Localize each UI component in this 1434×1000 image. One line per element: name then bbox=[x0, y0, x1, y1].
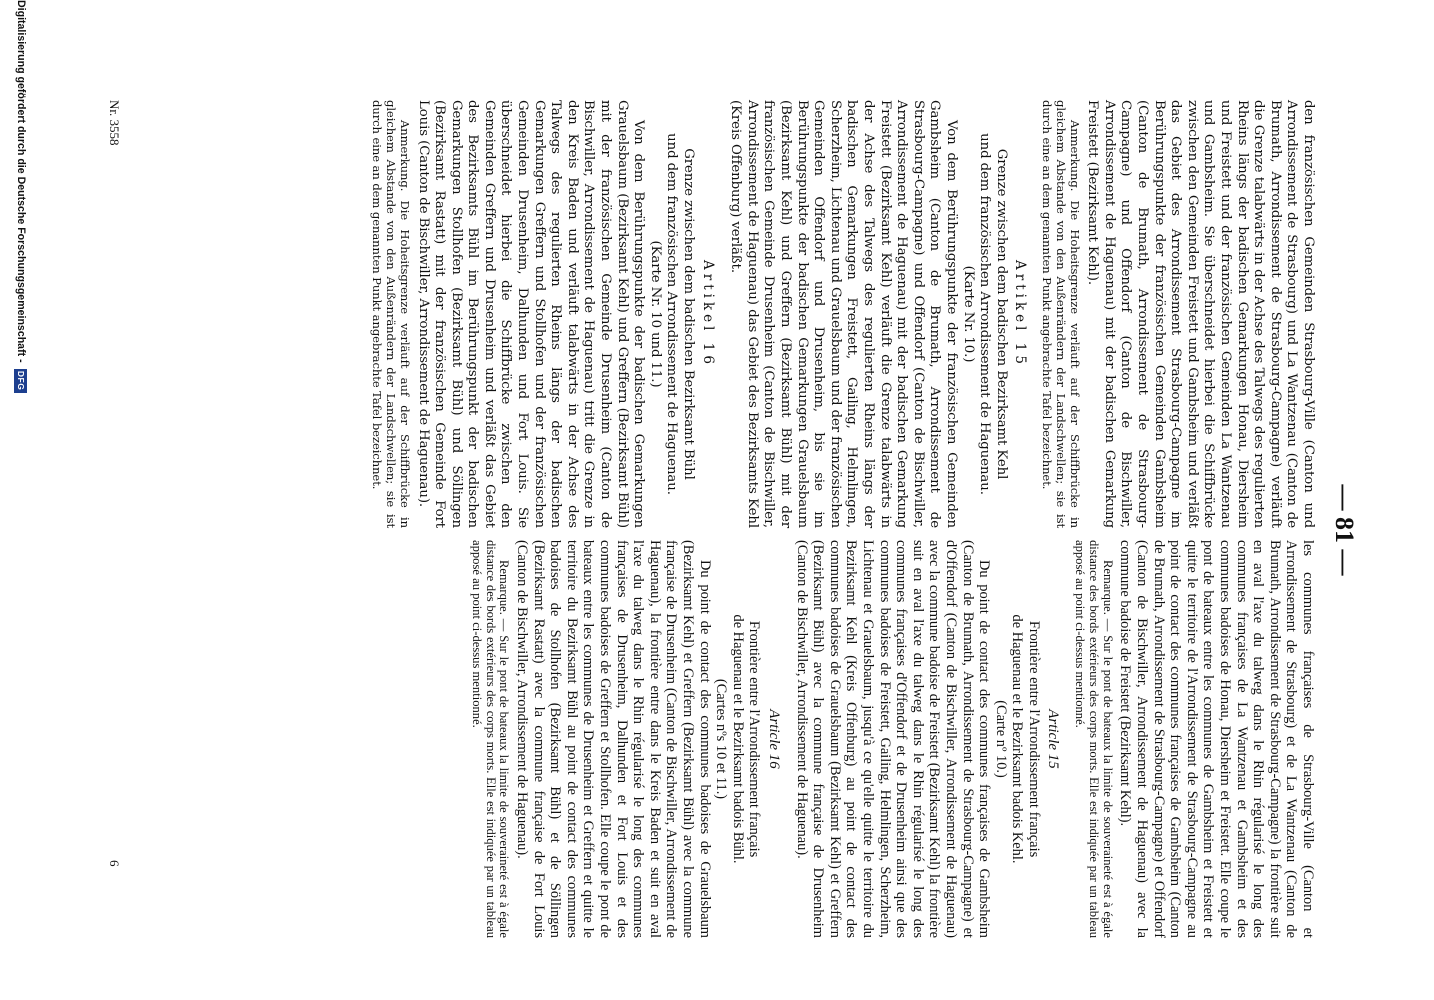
french-article-16-title: Article 16 bbox=[765, 709, 782, 769]
german-article-16-heading-line-2: und dem französischen Arrondissement de Haguenau. bbox=[664, 133, 680, 495]
german-article-15-map-ref: (Karte Nr. 10.) bbox=[960, 265, 976, 363]
german-article-16-map-ref: (Karte Nr. 10 und 11.) bbox=[647, 240, 663, 388]
german-intro-paragraph: den französischen Gemeinden Strasbourg-Ville (Canton und Arrondissement de Strasbourg) und La Wantzenau (Canton de Brumath, Arrondissement de Strasbourg-Campagne) verläuft die Grenze talabwärts in der Achse des Talwegs des regulierten Rheins längs der badischen Gemarkungen Honau, Diersheim und Freistett und der französischen Gemeinden La Wantzenau und Gambsheim. Sie überschneidet hierbei die Schiffbrücke zwischen den Gemeinden Freistett und Gambsheim und verläßt das Gebiet des Arrondissement Strasbourg-Campagne im Berührungspunkte der französischen Gemeinden Gambsheim (Canton de Brumath, Arrondissement de Strasbourg-Campagne) und Offendorf (Canton de Bischwiller, Arrondissement de Haguenau) mit der badischen Gemarkung Freistett (Bezirksamt Kehl). bbox=[1085, 100, 1316, 528]
german-article-15-heading-line-2: und dem französischen Arrondissement de Haguenau. bbox=[977, 133, 993, 495]
german-article-15-title: Artikel 15 bbox=[1012, 260, 1029, 368]
digitization-credit-text: Digitalisierung gefördert durch die Deutsche Forschungsgemeinschaft - bbox=[15, 0, 27, 363]
german-article-16-title: Artikel 16 bbox=[699, 260, 716, 368]
signature-mark: 6 bbox=[107, 860, 122, 867]
german-remark-1: Anmerkung. Die Hoheitsgrenze verläuft auf der Schiffbrücke in gleichem Abstande von den Außenrändern der Landschwellen; sie ist durch eine an dem genannten Punkt angebrachte Tafel bezeichnet. bbox=[1040, 100, 1082, 528]
german-column bbox=[370, 100, 1316, 528]
digitization-credit bbox=[8, 0, 34, 1000]
german-article-16-heading-line-1: Grenze zwischen dem badischen Bezirksamt Bühl bbox=[681, 148, 697, 480]
german-article-15-heading-line-1: Grenze zwischen dem badischen Bezirksamt Kehl bbox=[993, 148, 1009, 480]
french-article-16-map-ref: (Cartes nºs 10 et 11.) bbox=[713, 678, 730, 800]
french-article-15-heading-line-2: de Haguenau et le Bezirksamt badois Kehl. bbox=[1009, 614, 1026, 864]
french-column bbox=[469, 540, 1316, 938]
french-remark-1: Remarque. — Sur le pont de bateaux la limite de souveraineté est à égale distance des bords extérieurs des corps morts. Elle est indiquée par un tableau apposé au point ci-dessus mentionné. bbox=[1073, 540, 1115, 938]
german-article-15-body: Von dem Berührungspunkte der französischen Gemeinden Gambsheim (Canton de Brumath, Arrondissement de Strasbourg-Campagne) und Offendorf (Canton de Bischwiller, Arrondissement de Haguenau) mit der badischen Gemarkung Freistett (Bezirksamt Kehl) verläuft die Grenze talabwärts in der Achse des Talwegs des regulierten Rheins längs der badischen Gemarkungen Freistett, Gailing, Helmlingen, Scherzheim, Lichtenau und Grauelsbaum und der französischen Gemeinden Offendorf und Drusenheim, bis sie im Berührungspunkte der badischen Gemarkungen Grauelsbaum (Bezirksamt Kehl) und Greffern (Bezirksamt Bühl) mit der französischen Gemeinde Drusenheim (Canton de Bischwiller, Arrondissement de Haguenau) das Gebiet des Bezirksamts Kehl (Kreis Offenburg) verläßt. bbox=[728, 100, 959, 528]
french-article-15-title: Article 15 bbox=[1045, 709, 1062, 769]
french-article-16-body: Du point de contact des communes badoises de Grauelsbaum (Bezirksamt Kehl) et Greffern (Bezirksamt Bühl) avec la commune française de Drusenheim (Canton de Bischwiller, Arrondissement de Haguenau), la frontière entre dans le Kreis Baden et suit en aval l'axe du talweg dans le Rhin régularisé le long des communes françaises de Drusenheim, Dalhunden et Fort Louis et des communes badoises de Greffern et Stollhofen. Elle coupe le pont de bateaux entre les communes de Drusenheim et Greffern et quitte le territoire du Bezirksamt Bühl au point de contact des communes badoises de Stollhofen (Bezirksamt Bühl) et de Söllingen (Bezirksamt Rastatt) avec la commune française de Fort Louis (Canton de Bischwiller, Arrondissement de Haguenau). bbox=[514, 540, 713, 938]
dfg-logo: DFG bbox=[15, 369, 28, 393]
french-article-16-heading-line-1: Frontière entre l'Arrondissement français bbox=[746, 620, 763, 858]
print-number: Nr. 3558 bbox=[107, 100, 122, 146]
french-article-15-map-ref: (Carte nº 10.) bbox=[992, 700, 1009, 778]
german-remark-2: Anmerkung. Die Hoheitsgrenze verläuft auf der Schiffbrücke in gleichem Abstande von den Außenrändern der Landschwellen; sie ist durch eine an dem genannten Punkt angebrachte Tafel bezeichnet. bbox=[370, 100, 412, 528]
german-article-16-body: Von dem Berührungspunkte der badischen Gemarkungen Grauelsbaum (Bezirksamt Kehl) und Greffern (Bezirksamt Bühl) mit der französischen Gemeinde Drusenheim (Canton de Bischwiller, Arrondissement de Haguenau) tritt die Grenze in den Kreis Baden und verläuft talabwärts in der Achse des Talwegs des regulierten Rheins längs der badischen Gemarkungen Greffern und Stollhofen und der französischen Gemeinden Drusenheim, Dalhunden und Fort Louis. Sie überschneidet hierbei die Schiffbrücke zwischen den Gemeinden Greffern und Drusenheim und verläßt das Gebiet des Bezirksamts Bühl im Berührungspunkt der badischen Gemarkungen Stollhofen (Bezirksamt Bühl) und Söllingen (Bezirksamt Rastatt) mit der französischen Gemeinde Fort Louis (Canton de Bischwiller, Arrondissement de Haguenau). bbox=[415, 100, 647, 528]
french-article-16-heading-line-2: de Haguenau et le Bezirksamt badois Bühl. bbox=[729, 614, 746, 864]
french-intro-paragraph: les communes françaises de Strasbourg-Ville (Canton et Arrondissement de Strasbourg) et de La Wantzenau (Canton de Brumath, Arrondissement de Strasbourg-Campagne) la frontière suit en aval l'axe du talweg dans le Rhin régularisé le long des communes françaises de La Wantzenau et Gambsheim et des communes badoises de Honau, Diersheim et Freistett. Elle coupe le pont de bateaux entre les communes de Gambsheim et Freistett et quitte le territoire de l'Arrondissement de Strasbourg-Campagne au point de contact des communes françaises de Gambsheim (Canton de Brumath, Arrondissement de Strasbourg-Campagne) et Offendorf (Canton de Bischwiller, Arrondissement de Haguenau) avec la commune badoise de Freistett (Bezirksamt Kehl). bbox=[1117, 540, 1316, 938]
french-remark-2: Remarque. — Sur le pont de bateaux la limite de souveraineté est à égale distance des bords extérieurs des corps morts. Elle est indiquée par un tableau apposé au point ci-dessus mentionné. bbox=[469, 540, 512, 938]
french-article-15-heading-line-1: Frontière entre l'Arrondissement français bbox=[1025, 620, 1042, 858]
page-number: — 81 — bbox=[1330, 484, 1359, 576]
french-article-15-body: Du point de contact des communes françaises de Gambsheim (Canton de Brumath, Arrondissement de Strasbourg-Campagne) et d'Offendorf (Canton de Bischwiller, Arrondissement de Haguenau) avec la commune badoise de Freistett (Bezirksamt Kehl) la frontière suit en aval l'axe du talweg dans le Rhin régularisé le long des communes françaises d'Offendorf et de Drusenheim ainsi que des communes badoises de Freistett, Gailing, Helmlingen, Scherzheim, Lichtenau et Grauelsbaum, jusqu'à ce qu'elle quitte le territoire du Bezirksamt Kehl (Kreis Offenburg) au point de contact des communes badoises de Grauelsbaum (Bezirksamt Kehl) et Greffern (Bezirksamt Bühl) avec la commune française de Drusenheim (Canton de Bischwiller, Arrondissement de Haguenau). bbox=[793, 540, 993, 938]
